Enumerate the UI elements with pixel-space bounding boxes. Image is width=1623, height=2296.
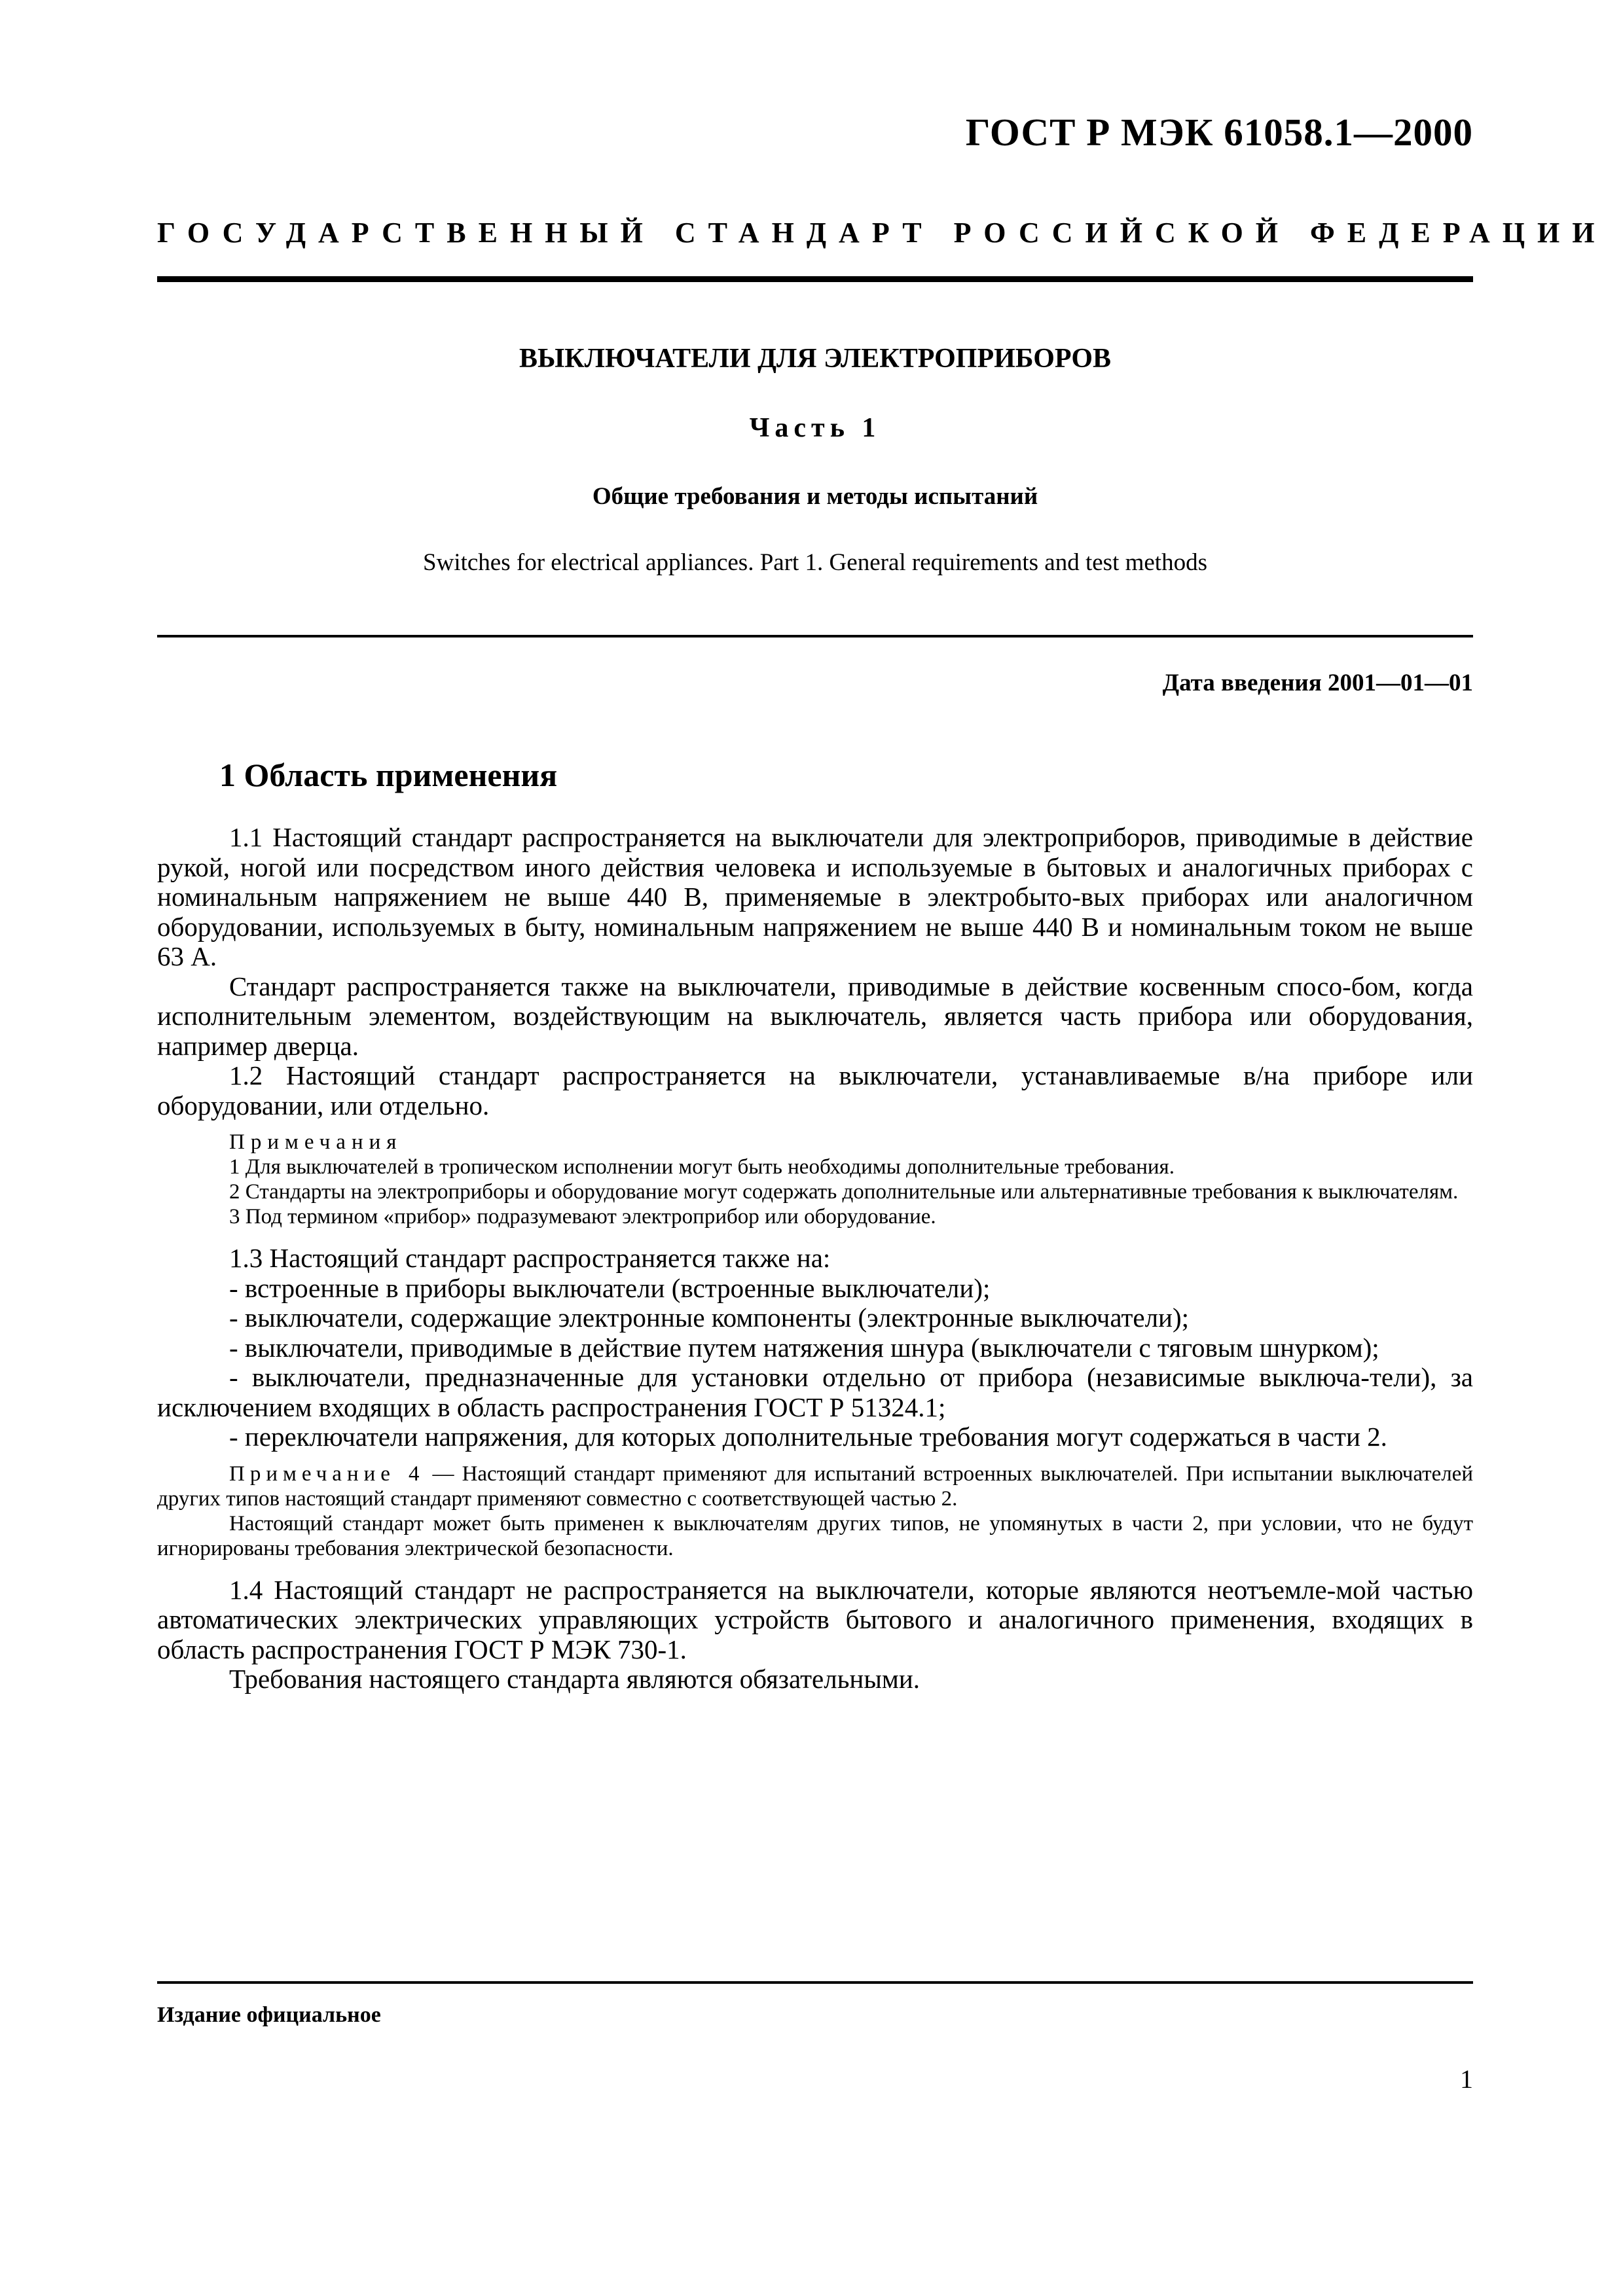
list-item: - выключатели, приводимые в действие путем натяжения шнура (выключатели с тяговым шнурком); [229,1332,1379,1363]
note-3: 3 Под термином «прибор» подразумевают электроприбор или оборудование. [229,1205,936,1229]
page-number: 1 [1460,2064,1473,2094]
list-item: - выключатели, предназначенные для установки отдельно от прибора (независимые выключа-тели), за исключением входящих в область распространения ГОСТ Р 51324.1; [157,1362,1473,1422]
paragraph-1-1-continued: Стандарт распространяется также на выключатели, приводимые в действие косвенным спосо-бом, когда исполнительным элементом, воздействующим на выключатель, является часть прибора или оборудования, например дверца. [157,971,1473,1061]
footer-rule [157,1981,1473,1984]
document-title: ВЫКЛЮЧАТЕЛИ ДЛЯ ЭЛЕКТРОПРИБОРОВ [519,344,1112,374]
note-2: 2 Стандарты на электроприборы и оборудование могут содержать дополнительные или альтернативные требования к выключателям. [229,1180,1459,1204]
state-standard-banner: ГОСУДАРСТВЕННЫЙ СТАНДАРТ РОССИЙСКОЙ ФЕДЕРАЦИИ [157,217,1607,249]
list-item: - встроенные в приборы выключатели (встроенные выключатели); [229,1272,991,1303]
paragraph-1-4: 1.4 Настоящий стандарт не распространяется на выключатели, которые являются неотъемле-мой частью автоматических электрических управляющих устройств бытового и аналогичного применения, входящих в область распространения ГОСТ Р МЭК 730-1. [157,1574,1473,1664]
document-subtitle: Общие требования и методы испытаний [592,483,1038,510]
paragraph-1-2: 1.2 Настоящий стандарт распространяется на выключатели, устанавливаемые в/на приборе или оборудовании, или отдельно. [157,1060,1473,1121]
paragraph-1-3: 1.3 Настоящий стандарт распространяется также на: [229,1243,831,1273]
note-1: 1 Для выключателей в тропическом исполнении могут быть необходимы дополнительные требования. [229,1155,1175,1179]
section-heading: 1 Область применения [219,757,558,793]
header-rule [157,276,1473,282]
document-page [157,0,1607,2296]
notes-heading: Примечания [229,1130,403,1154]
section-body [157,823,1473,1695]
paragraph-1-1: 1.1 Настоящий стандарт распространяется на выключатели для электроприборов, приводимые в действие рукой, ногой или посредством иного действия человека и используемые в бытовых и аналогичных приборах с номинальным напряжением не выше 440 В, применяемые в электробыто-вых приборах или аналогичном оборудовании, используемых в быту, номинальным напряжением не выше 440 В и номинальным током не выше 63 А. [157,822,1473,971]
note-4-label: Примечание 4 [229,1462,425,1486]
note-4-continued: Настоящий стандарт может быть применен к выключателям других типов, не упомянутых в части 2, при условии, что не будут игнорированы требования электрической безопасности. [157,1511,1473,1560]
official-edition: Издание официальное [157,2003,381,2027]
document-part: Часть 1 [749,413,881,443]
note-4 [157,1462,1473,1511]
note-4-text: — Настоящий стандарт применяют для испытаний встроенных выключателей. При испытании выключателей других типов настоящий стандарт применяют совместно с соответствующей частью 2. [157,1462,1473,1511]
list-item: - переключатели напряжения, для которых дополнительные требования могут содержаться в части 2. [229,1422,1387,1452]
english-title: Switches for electrical appliances. Part 1. General requirements and test methods [423,549,1207,576]
title-rule [157,635,1473,637]
standard-code: ГОСТ Р МЭК 61058.1—2000 [965,111,1473,154]
introduction-date: Дата введения 2001—01—01 [1162,670,1473,696]
list-item: - выключатели, содержащие электронные компоненты (электронные выключатели); [229,1302,1190,1333]
mandatory-statement: Требования настоящего стандарта являются обязательными. [229,1664,921,1694]
